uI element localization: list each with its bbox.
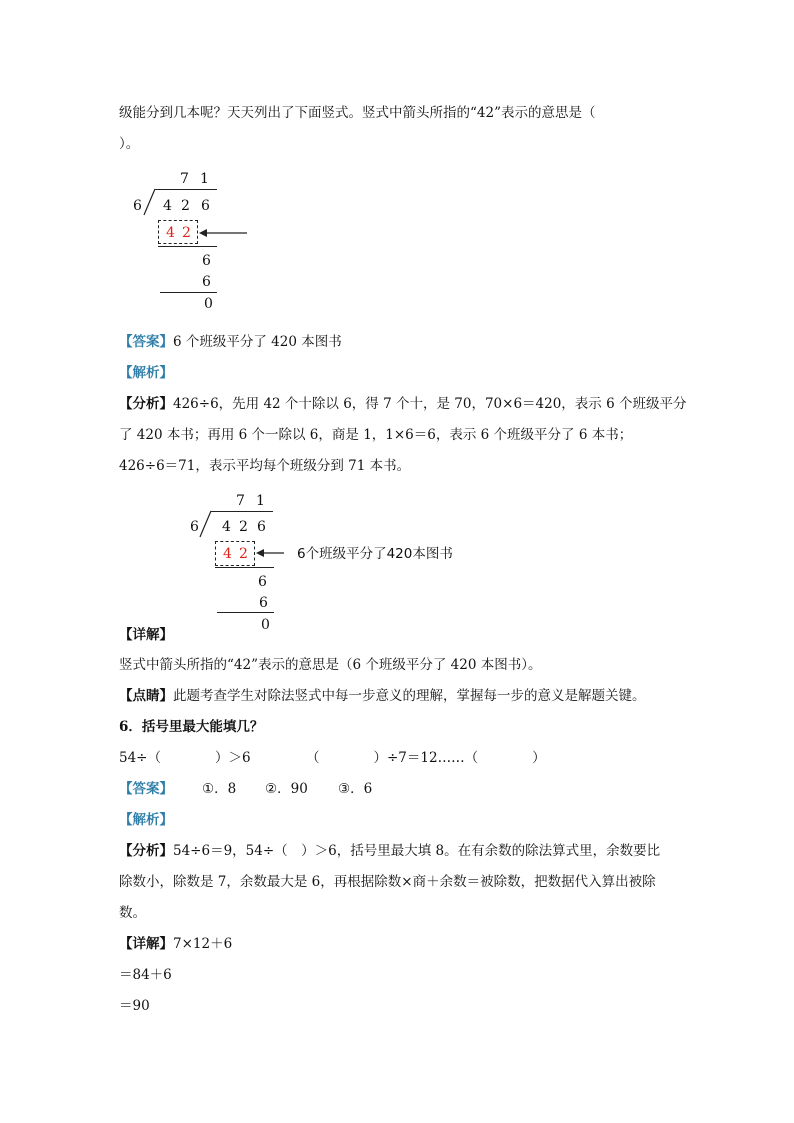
question-6-part-1: 54÷（ ）＞6	[119, 750, 251, 766]
analysis-tag: 【解析】	[119, 365, 173, 381]
answer-tag: 【答案】	[119, 334, 173, 350]
dianjing-tag: 【点睛】	[119, 688, 173, 704]
fenxi-line-3: 426÷6＝71，表示平均每个班级分到 71 本书。	[119, 458, 411, 474]
detail-6-tag: 【详解】	[119, 936, 173, 952]
intro-line-1: 级能分到几本呢？天天列出了下面竖式。竖式中箭头所指的“42”表示的意思是（	[119, 105, 596, 121]
dianjing-text: 此题考查学生对除法竖式中每一步意义的理解，掌握每一步的意义是解题关键。	[173, 688, 646, 704]
answer-line	[119, 333, 342, 351]
question-6-title: 6．括号里最大能填几？	[119, 719, 264, 735]
dividend-digit: 6	[201, 198, 210, 214]
answer-6-line	[119, 780, 173, 798]
step1-digit: 2	[182, 225, 191, 241]
dividend-digit: 6	[257, 519, 266, 535]
subtraction-line	[158, 246, 217, 247]
dividend-digit: 4	[222, 519, 231, 535]
detail-6-expr: 7×12＋6	[173, 936, 233, 952]
subtraction-line	[217, 612, 274, 613]
division-bar	[211, 511, 273, 512]
step2-digit: 6	[202, 274, 211, 290]
answer-6-item: ①．8	[202, 781, 237, 797]
step1-digit: 4	[223, 546, 232, 562]
subtraction-line	[160, 292, 217, 293]
answer-text: 6 个班级平分了 420 本图书	[173, 334, 342, 350]
highlight-box	[158, 220, 198, 244]
intro-line-2: ）。	[119, 136, 140, 152]
division-bracket	[143, 189, 157, 217]
fenxi-6-line-1	[119, 842, 660, 860]
division-bar	[155, 189, 217, 190]
final-remainder: 0	[204, 296, 213, 312]
quotient-digit: 7	[236, 493, 245, 509]
divisor: 6	[190, 519, 199, 535]
dividend-digit: 2	[239, 519, 248, 535]
detail-6-line-3: ＝90	[119, 998, 150, 1014]
arrow-left-icon	[256, 547, 286, 559]
detail-6-line-1	[119, 935, 232, 953]
highlight-box	[215, 541, 255, 566]
fenxi-6-line-3: 数。	[119, 905, 146, 921]
dividend-digit: 4	[163, 198, 172, 214]
fenxi-6-text: 54÷6＝9，54÷（ ）＞6，括号里最大填 8。在有余数的除法算式里，余数要比	[173, 843, 661, 859]
question-6-part-2: （ ）÷7＝12……（ ）	[306, 750, 546, 766]
step2-digit: 6	[259, 595, 268, 611]
analysis-6-tag: 【解析】	[119, 812, 173, 828]
detail-6-line-2: ＝84＋6	[119, 967, 172, 983]
fenxi-line-2: 了 420 本书；再用 6 个一除以 6，商是 1，1×6＝6，表示 6 个班级平分了 6 本书；	[119, 427, 633, 443]
detail-text: 竖式中箭头所指的“42”表示的意思是（6 个班级平分了 420 本图书）。	[119, 657, 542, 673]
fenxi-text: 426÷6，先用 42 个十除以 6，得 7 个十，是 70，70×6＝420，表示 6 个班级平分	[173, 396, 687, 412]
dividend-digit: 2	[181, 198, 190, 214]
divisor: 6	[133, 198, 142, 214]
final-remainder: 0	[261, 617, 270, 633]
fenxi-line-1	[119, 395, 686, 413]
fenxi-6-tag: 【分析】	[119, 843, 173, 859]
arrow-left-icon	[199, 227, 249, 239]
answer-6-tag: 【答案】	[119, 781, 173, 797]
fenxi-tag: 【分析】	[119, 396, 173, 412]
subtraction-line	[215, 567, 274, 568]
quotient-digit: 7	[180, 171, 189, 187]
dianjing-line	[119, 687, 646, 705]
step1-digit: 4	[166, 225, 175, 241]
quotient-digit: 1	[256, 493, 265, 509]
remainder-digit: 6	[202, 253, 211, 269]
detail-tag: 【详解】	[119, 627, 173, 643]
answer-6-item: ②．90	[265, 781, 308, 797]
remainder-digit: 6	[258, 574, 267, 590]
arrow-annotation: 6个班级平分了420本图书	[297, 546, 453, 562]
answer-6-item: ③．6	[338, 781, 373, 797]
step1-digit: 2	[239, 546, 248, 562]
fenxi-6-line-2: 除数小，除数是 7，余数最大是 6，再根据除数×商＋余数＝被除数，把数据代入算出被除	[119, 874, 656, 890]
division-bracket	[199, 511, 213, 539]
quotient-digit: 1	[200, 171, 209, 187]
